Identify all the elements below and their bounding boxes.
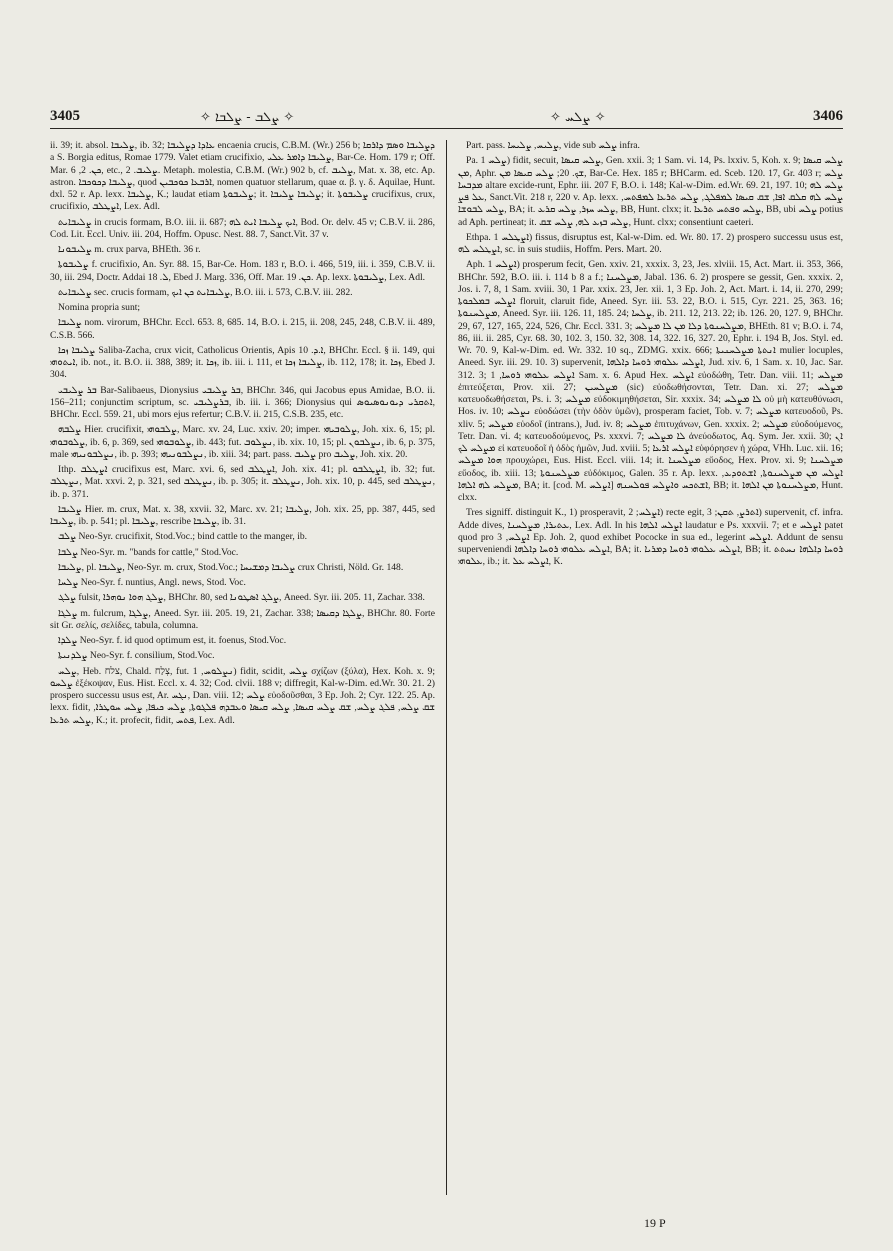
entry-paragraph: Pa. ܨܠܚ 1) fidit, secuit, ܨܠܚ ܩܝܣܐ, Gen. xxii. 3; 1 Sam. vi. 14, Ps. lxxiv. 5, Koh. x. 9; ܨܠܚ ܩܝܣܐ ܡܢ, Aphr. ܫܟ. 20; ܨܠܚ ܩܝܣܐ ܡܢ, Bar-Ce. Hex. 185 r; BHCarm. ed. Sceb. 120. 17, Gr. 403 r; ܨܠܚ ܡܕܒܚܐ altare excide-runt, Ephr. iii. 207 F, B.O. i. 148; Kal-w-Dim. ed.Wr. 69. 21, 197. 10; ܨܠܚ ܠܗ ܥܠ ܦܨ, Sanct.Vit. 218 r, 220 v. Ap. lexx. ܨܠܚ ܠܗ ܩܠܩ ܐܦܐ, ܫܩ ܩܝܣܐ ܠܡܦܠܓ, ܨܠܚ ܬܪܥܐ ܠܡܦܬܚ, ܨܠܚ ܠܒܘܫܐ, BA; it. ܨܠܚ ܚܙܪ, ܨܠܚ ܩܪܥ, BB, Hunt. clxx; it. ܨܠܚ ܘܦܬܚ ܬܪܥܐ, BB, ubi ܨܠܚ potius ad Aph. pertineat; it. ܨܠܚ ܒܙܥ ܠܗ, ܨܠܚ ܫܩ, Hunt. clxx; consentiunt caeteri. xyxy=(458,155,843,228)
entry-paragraph: ܨܠܝܒܐܝܬ sec. crucis formam, ܨܠܝܒܐܝܬ ܟܢ ܐܝܟ, B.O. iii. i. 573, C.B.V. iii. 282. xyxy=(58,286,353,298)
entry-paragraph: ܨܠܚ, Heb. צלח, Chald. צְלַח, fut. ܢܨܠܘܚ, 1) fidit, scidit, ܨܠܚ σχίζων (ξύλα), Hex. Koh. x. 9; ܨܠܚܘ ἐξέκοψαν, Eus. Hist. Eccl. x. 4. 32; Cod. clvii. 188 v; diffregit, Kal-w-Dim. ed.Wr. 30. 21. 2) prospero successu usus est, Ar. ܢܓܚ, Dan. viii. 12; ܨܠܚ εὐοδοῦσθαι, 3 Ep. Joh. 2; Cyr. 122. 25. Ap. lexx. fidit, ܫܩ ܨܠܚ, ܦܠܓ ܨܠܚ, ܫܩ ܨܠܚ ܩܝܣܐ, ܨܠܚ ܩܝܣܐ ܘܥܒܕܗ ܦܠܓܘܬܐ, ܨܠܚ ܟܝܦܐ, ܨܠܚ ܚܘܛܪܐ, ܨܠܚ ܬܪܥܐ, K.; it. profecit, fidit, ܦܬܚ, Lex. Adl. xyxy=(50,665,435,726)
entry-paragraph: ܨܠܕܢܝܬܐ Neo-Syr. f. consilium, Stod.Voc. xyxy=(58,650,215,662)
column-divider xyxy=(446,140,447,1195)
entry-paragraph: ܨܠܒܗ Hier. crucifixit, ܨܠܒܘܗܝ, Marc. xv. 24, Luc. xxiv. 20; imper. ܨܠܘܒܝܗܝ, Joh. xix. 6, 15; pl. ܨܠܘܒܘܗܝ, ib. 6, p. 369, sed ܨܠܘܒܘܗܝ, ib. 443; fut. ܢܨܠܘܒ, ib. xix. 10, 15; pl. ܢܨܠܒܘܢ, ib. 6, p. 375, male ܢܨܠܒܘܢܝܗܝ, ib. p. 393; ܢܨܠܒܘܢܝܗܝ, ib. xiii. 34; part. pass. ܨܠܝܒ pro ܨܠܝܒ, Joh. xix. 20. xyxy=(50,424,435,460)
entry-paragraph: ܨܠܕܐ Neo-Syr. f. id quod optimum est, it. foenus, Stod.Voc. xyxy=(58,635,287,646)
entry-paragraph: ܨܠܝܒܐ ܙܟܐ Saliba-Zacha, crux vicit, Catholicus Orientis, Apis ܐ.ܕ. 10, BHChr. Eccl. § ii. 149, qui ܐܝܬܘܗܝ, ib. not., it. B.O. ii. 388, 389; it. ܙܟܐ, ib. iii. i. 111, et ܨܠܝܒܐ ܙܟܐ, ib. 112, 178; it. ܙܟܐ, Ebed J. 304. xyxy=(50,344,436,381)
entry-paragraph: ܨܠܓܐ m. fulcrum, ܨܠܓܐ, Aneed. Syr. iii. 205. 19, 21, Zachar. 338; ܨܠܓܐ ܕܩܝܣܐ, BHChr. 80. Forte sit Gr. σελίς, σελίδες, tabula, columna. xyxy=(50,607,435,631)
entry-paragraph: ܨܠܝܒܘܢܐ m. crux parva, BHEth. 36 r. xyxy=(58,244,201,255)
page-number-right: 3406 xyxy=(813,108,843,124)
entry-paragraph: Aph. ܐܨܠܚ 1) prosperum fecit, Gen. xxiv. 21, xxxix. 3, 23, Jes. xlviii. 15, Act. Mart. ii. 353, 366, BHChr. 592, B.O. iii. i. 114 b 8 a f.; ܡܨܠܚܢܐ, Jabal. 136. 6. 2) prospere se gessit, Gen. xxxix. 2, Jos. i. 7, 8, 1 Sam. xviii. 30, 1 Par. xxix. 23, Jer. xii. 1, 3 Ep. Joh. 2, Act. Mart. i. 14, ii. 270, 299; ܐܨܠܚ ܒܡܠܟܘܬܐ floruit, claruit fide, Aneed. Syr. iii. 53. 22, B.O. i. 515, Cyr. 221. 25, 363. 16; ܡܨܠܚܢܘܬܐ, Aneed. Syr. iii. 126. 11, 185. 24; ܨܠܚܐ, ib. 211. 12, 213. 22; ib. 126. 20, 127. 9, BHChr. 29, 67, 127, 165, 224, 526, Chr. Eccl. 331. 3; ܡܨܠܚܢܘܬܐ ܕܠܐ ܡܢ ܠܐ ܡܨܠܚ, BHEth. 81 v; B.O. i. 74, 86, iii. ii. 285, Cyr. 68. 30, 102. 3, 150. 32, 308. 14, 322. 16, 327. 20, Ephr. i. 194 B, Jos. Styl. ed. Wr. 70. 9, Kal-w-Dim. ed. Wr. 332. 10 sq., ZDMG. xxix. 666; ܐܢܬܬܐ ܡܨܠܚܢܝܬܐ mulier locuples, Aneed. Syr. iii. 29. 10. 3) supervenit, ܐܨܠܚ ܥܠܘܗܝ ܪܘܚܐ ܕܐܠܗܐ, Jud. xiv. 6, 1 Sam. x. 10, Jac. Sar. 312. 3; ܐܨܠܚ ܥܠܘܗܝ ܪܘܚܐ, 1 Sam. x. 6. Apud Hex. ܐܨܠܚ εὐοδώθη, Tetr. Dan. viii. 11; ܡܨܠܚ ἐπιτεύξεται, Prov. xii. 27; ܡܨܠܚܝܢ (sic) εὐοδωθήσονται, Tetr. Dan. xi. 27; ܡܨܠܚ κατευοδωθήσεται, Ps. i. 3; ܡܨܠܚ εὐδοκιμηθήσεται, Sir. xxxix. 34; ܠܐ ܡܨܠܚ οὐ μὴ κατευθύνωσι, Hos. iv. 10; ܢܨܠܚ εὐοδώσει (τὴν ὁδὸν ὑμῶν), prosperam faciet, Tob. v. 7; ܡܨܠܚ κατευοδοῦ, Ps. xliv. 5; ܡܨܠܚ εὐοδοῖ (intrans.), Jud. iv. 8; ܡܨܠܚ ἐπιτυχάνων, Gen. xxxix. 2; ܡܨܠܚ εὐοδούμενος, Tetr. Dan. vi. 4; κατευοδούμενος, Ps. xxxvi. 7; ܠܐ ܡܨܠܚ ἀνεύοδωτος, Aq. Sym. Jer. xxii. 30; ܐܢ ܡܨܠܚ ܠܟ εἰ κατευοδοῖ ἡ ὁδὸς ἡμῶν, Jud. xviii. 5; ܐܨܠܚ ܐܪܥܐ εὐφόρησεν ἡ χώρα, VHh. Luc. xii. 16; ܗܘܐ ܡܨܠܚ προυχώρει, Eus. Hist. Eccl. viii. 14; it. ܡܨܠܚܢܐ εὔοδος, Hex. Prov. xi. 9; ܡܨܠܚܢܐ εὔοδος, ib. xiii. 13; ܡܨܠܚܢܘܬܐ εὐδόκιμος, Galen. 35 r. Ap. lexx. ܐܨܠܚ ܡܢ ܡܨܠܚܢܘܬܐ, ܐܫܬܘܕܥ, ܡܨܠܚ ܠܗ ܐܠܗܐ, BA; it. [cod. M. ܐܨܠܚ] ܐܫܬܟܚ ܘܐܨܠܚ ܦܘܠܚܢܗ, BB; it. ܡܨܠܚܢܘܬܐ ܡܢ ܐܠܗܐ, Hunt. clxx. xyxy=(458,259,844,503)
running-head-left: ✧ ܨܠܒ - ܨܠܒܐ ✧ xyxy=(200,110,295,125)
entry-paragraph: Tres signiff. distinguit K., 1) prosperavit, ܐܨܠܚ; 2) recte egit, ܐܬܪܨ, ܬܩܢ; 3) supervenit, cf. infra. Adde dives, ܥܬܝܪܐ, ܡܨܠܚܢܐ, Lex. Adl. In his ܐܨܠܚ ܐܠܗܐ laudatur e Ps. xxxvii. 7; et e ܐܨܠܚ patet quod pro ܐܨܠܚ, 3 Ep. Joh. 2, quod exhibet Pococke in sua ed., legerint ܐܨܠܚ. Addunt de sensu superveniendi ܐܨܠܚ ܥܠܘܗܝ ܪܘܚܐ ܕܐܠܗܐ, BA; it. ܐܨܠܚ ܥܠܘܗܝ ܪܘܚܐ ܕܡܪܝܐ, BB; it. ܪܘܚܐ ܕܐܠܗܐ ܢܚܬܬ ܥܠܘܗܝ, ib.; it. ܐܨܠܚ ܥܠ, K. xyxy=(458,507,843,568)
entry-paragraph: ii. 39; it. absol. ܨܠܝܒܐ, ib. 32; ܥܐܕܐ ܕܨܠܝܒܐ encaenia crucis, C.B.M. (Wr.) 256 b; ܕܨܠܝܒܐ ܘܣܡ ܕܐܪܩܐ a S. Borgia editus, Romae 1779. Valet etiam crucifixio, ܨܠܝܒܐ ܕܐܡܪ ܥܠܝ, Bar-Ce. Hom. 179 r; Off. Mar. ܟܢ. 2, 6, etc., ܨܠܝܒ. 2. Metaph. molestia, C.B.M. (Wr.) 902 b, cf. ܨܠܝܒ, Mat. x. 38, etc. Ap. astron. ܨܠܝܒܐ ܕܟܘܟܒܐ, quod ܐܪܒܥܐ ܟܘܟܒܝܢ, nomen quatuor stellarum, quae α. β. γ. δ. Aquilae, Hunt. dxl. 52 r. Ap. lexx. ܨܠܝܒܐ, K.; laudat etiam ܨܠܝܒܘܬܐ; it. ܨܠܝܒܐ ܨܠܝܒܐ; it. ܨܠܝܒܘܬܐ crucifixus, crux, crucifixio, ܐܨܛܠܒ, Lex. Adl. xyxy=(50,140,435,213)
entry-paragraph: ܨܠܝܒܐ Hier. m. crux, Mat. x. 38, xxvii. 32, Marc. xv. 21; ܨܠܝܒܐ, Joh. xix. 25, pp. 387, 445, sed ܨܠܝܒܐ, ib. p. 541; pl. ܨܠܝܒܐ, rescribe ܨܠܝܒܐ, ib. 31. xyxy=(50,503,435,527)
page-header xyxy=(50,108,843,130)
header-rule xyxy=(50,128,843,129)
entry-paragraph: ܨܠܒ Neo-Syr. crucifixit, Stod.Voc.; bind cattle to the manger, ib. xyxy=(58,531,308,543)
entry-paragraph: ܨܠܓ fulsit, ܨܠܓ ܗܘܐ ܢܘܗܪܐ, BHChr. 80, sed ܨܠܓ ܐܣܛܘܢܐ, Aneed. Syr. iii. 205. 11, Zachar. 338. xyxy=(58,592,425,604)
entry-paragraph: Part. pass. ܨܠܝܚ, ܨܠܝܚܐ, vide sub ܨܠܚ infra. xyxy=(466,140,640,151)
entry-paragraph: ܨܠܚܐ Neo-Syr. f. nuntius, Angl. news, Stod. Voc. xyxy=(58,577,246,588)
running-head-right: ✧ ܨܠܚ ✧ xyxy=(550,110,606,125)
right-column xyxy=(458,140,843,572)
entry-paragraph: ܨܠܝܒܐ nom. virorum, BHChr. Eccl. 653. 8, 685. 14, B.O. i. 215, ii. 208, 245, 248, C.B.V. ii. 489, C.S.B. 566. xyxy=(50,317,435,341)
left-column xyxy=(50,140,435,730)
entry-paragraph: ܒܪ ܨܠܝܒܝ Bar-Salibaeus, Dionysius ܒܪ ܨܠܝܒܝ, BHChr. 346, qui Jacobus epus Amidae, B.O. ii. 156–211; conjunctim scriptum, sc. ܒܪܨܠܝܒܝ, ib. iii. i. 366; Dionysius qui ܐܬܩܪܝ ܕܝܘܢܘܣܝܘܣ, BHChr. Eccl. 559. 21, ubi mors ejus refertur; C.B.V. ii. 215, C.S.B. 235, etc. xyxy=(50,384,435,420)
entry-paragraph: Ethpa. ܐܨܛܠܚ 1) fissus, disruptus est, Kal-w-Dim. ed. Wr. 80. 17. 2) prospero successu usus est, ܐܨܛܠܚ ܠܗ, sc. in suis studiis, Hoffm. Pers. Mart. 20. xyxy=(458,231,843,255)
section-note: Nomina propria sunt; xyxy=(58,302,141,313)
entry-paragraph: Ithp. ܐܨܛܠܒ crucifixus est, Marc. xvi. 6, sed ܐܨܛܠܒ, Joh. xix. 41; pl. ܐܨܛܠܒܘ, ib. 32; fut. ܢܨܛܠܒ, Mat. xxvi. 2, p. 321, sed ܢܨܛܠܒ, ib. p. 305; it. ܢܨܛܠܒ, Joh. xix. 10, p. 445, sed ܢܨܛܠܒ, ib. p. 371. xyxy=(50,464,436,500)
entry-paragraph: ܨܠܝܒܐܝܬ in crucis formam, B.O. iii. ii. 687; ܐܝܟ ܨܠܝܒܐ ܐܝܬ ܠܗ, Bod. Or. delv. 45 v; C.B.V. ii. 286, Cod. Lit. Eccl. Univ. iii. 204, Hoffm. Opusc. Nest. 88. 7, Sanct.Vit. 37 v. xyxy=(50,216,435,240)
page-number-left: 3405 xyxy=(50,108,80,124)
entry-paragraph: ܨܠܒܐ Neo-Syr. m. "bands for cattle," Stod.Voc. xyxy=(58,546,239,558)
entry-paragraph: ܨܠܝܒܘܬܐ f. crucifixio, An. Syr. 88. 15, Bar-Ce. Hom. 183 r, B.O. i. 466, 519, iii. i. 359, C.B.V. ii. 30, iii. 294, Doctr. Addai ܠ. 18, Ebed J. Marg. 336, Off. Mar. ܟܢ. 19. Ap. lexx. ܨܠܝܒܘܬܐ, Lex. Adl. xyxy=(50,259,435,283)
signature-mark: 19 P xyxy=(644,1216,666,1230)
entry-paragraph: ܨܠܝܒܐ, pl. ܨܠܝܒܐ, Neo-Syr. m. crux, Stod.Voc.; ܨܠܝܒܐ ܕܡܫܝܚܐ crux Christi, Nöld. Gr. 148. xyxy=(58,561,404,573)
